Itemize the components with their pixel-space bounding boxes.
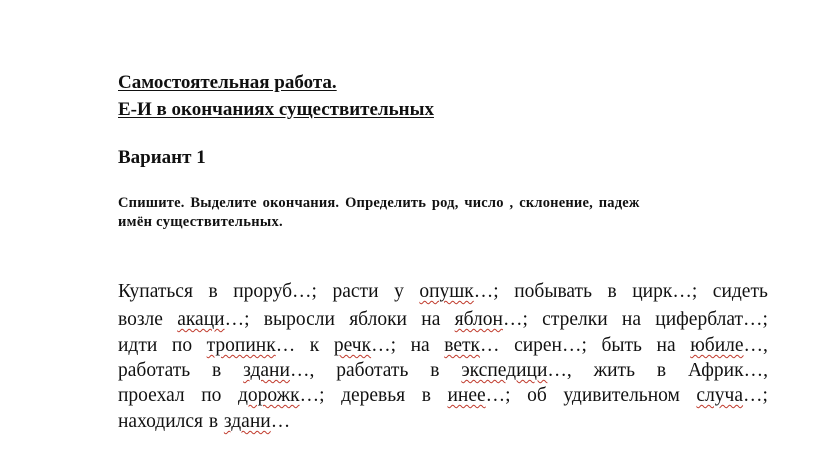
exercise-word: случа…; bbox=[696, 385, 768, 406]
exercise-line bbox=[118, 281, 768, 303]
exercise-word: яблоки bbox=[349, 309, 407, 330]
exercise-word: экспедици…, bbox=[461, 360, 572, 381]
exercise-word: у bbox=[394, 281, 404, 302]
exercise-word: в bbox=[208, 281, 218, 302]
exercise-word: ветк… bbox=[444, 335, 500, 356]
exercise-word: по bbox=[201, 385, 222, 406]
exercise-word: тропинк… bbox=[206, 335, 296, 356]
exercise-word: по bbox=[171, 335, 193, 356]
title-line-1: Самостоятельная работа. bbox=[118, 72, 337, 93]
spellcheck-underline: яблон bbox=[454, 309, 503, 330]
exercise-word: на bbox=[421, 309, 441, 330]
spellcheck-underline: речк bbox=[333, 335, 372, 356]
exercise-line bbox=[118, 411, 768, 433]
exercise-word: здани… bbox=[223, 411, 291, 432]
exercise-word: стрелки bbox=[542, 309, 608, 330]
exercise-word: удивительном bbox=[563, 385, 680, 406]
instruction-line-2: имён существительных. bbox=[118, 214, 283, 230]
title-line-2: Е-И в окончаниях существительных bbox=[118, 99, 434, 120]
exercise-word: в bbox=[212, 360, 222, 381]
spellcheck-underline: случа bbox=[696, 385, 744, 406]
exercise-word: проехал bbox=[118, 385, 185, 406]
exercise-word: выросли bbox=[263, 309, 335, 330]
exercise-word: в bbox=[208, 411, 219, 432]
exercise-word: здани…, bbox=[243, 360, 315, 381]
exercise-word: проруб…; bbox=[233, 281, 317, 302]
variant-heading: Вариант 1 bbox=[118, 147, 206, 168]
spellcheck-underline: тропинк bbox=[206, 335, 276, 356]
spellcheck-underline: здани bbox=[243, 360, 290, 381]
exercise-line bbox=[118, 335, 768, 357]
exercise-word: опушк…; bbox=[419, 281, 499, 302]
exercise-word: к bbox=[309, 335, 320, 356]
exercise-word: в bbox=[607, 281, 617, 302]
exercise-word: дорожк…; bbox=[237, 385, 325, 406]
exercise-word: в bbox=[430, 360, 440, 381]
exercise-word: возле bbox=[118, 309, 163, 330]
exercise-word: в bbox=[421, 385, 431, 406]
instruction-line-1: Спишите. Выделите окончания. Определить род, число , склонение, падеж bbox=[118, 195, 640, 211]
exercise-word: об bbox=[527, 385, 547, 406]
exercise-line bbox=[118, 385, 768, 407]
exercise-word: сидеть bbox=[712, 281, 768, 302]
spellcheck-underline: экспедици bbox=[461, 360, 548, 381]
exercise-word: жить bbox=[593, 360, 635, 381]
exercise-word: идти bbox=[118, 335, 158, 356]
exercise-line bbox=[118, 360, 768, 382]
spellcheck-underline: опушк bbox=[419, 281, 474, 302]
exercise-word: на bbox=[410, 335, 430, 356]
exercise-word: в bbox=[656, 360, 667, 381]
exercise-line bbox=[118, 309, 768, 331]
exercise-word: расти bbox=[332, 281, 379, 302]
exercise-word: деревья bbox=[341, 385, 406, 406]
spellcheck-underline: инее bbox=[447, 385, 486, 406]
spellcheck-underline: ветк bbox=[444, 335, 480, 356]
exercise-word: быть bbox=[601, 335, 642, 356]
exercise-word: работать bbox=[118, 360, 191, 381]
exercise-word: инее…; bbox=[447, 385, 511, 406]
exercise-word: юбиле…, bbox=[690, 335, 768, 356]
exercise-word: находился bbox=[118, 411, 203, 432]
exercise-word: акаци…; bbox=[177, 309, 250, 330]
exercise-word: на bbox=[656, 335, 676, 356]
spellcheck-underline: юбиле bbox=[690, 335, 744, 356]
spellcheck-underline: дорожк bbox=[237, 385, 300, 406]
exercise-word: побывать bbox=[514, 281, 592, 302]
exercise-word: циферблат…; bbox=[655, 309, 768, 330]
exercise-word: сирен…; bbox=[514, 335, 587, 356]
exercise-word: речк…; bbox=[333, 335, 396, 356]
exercise-word: работать bbox=[336, 360, 409, 381]
spellcheck-underline: акаци bbox=[177, 309, 225, 330]
spellcheck-underline: здани bbox=[223, 411, 271, 432]
exercise-word: Африк…, bbox=[687, 360, 768, 381]
exercise-word: на bbox=[621, 309, 642, 330]
exercise-word: яблон…; bbox=[454, 309, 528, 330]
exercise-word: Купаться bbox=[118, 281, 193, 302]
exercise-word: цирк…; bbox=[632, 281, 698, 302]
